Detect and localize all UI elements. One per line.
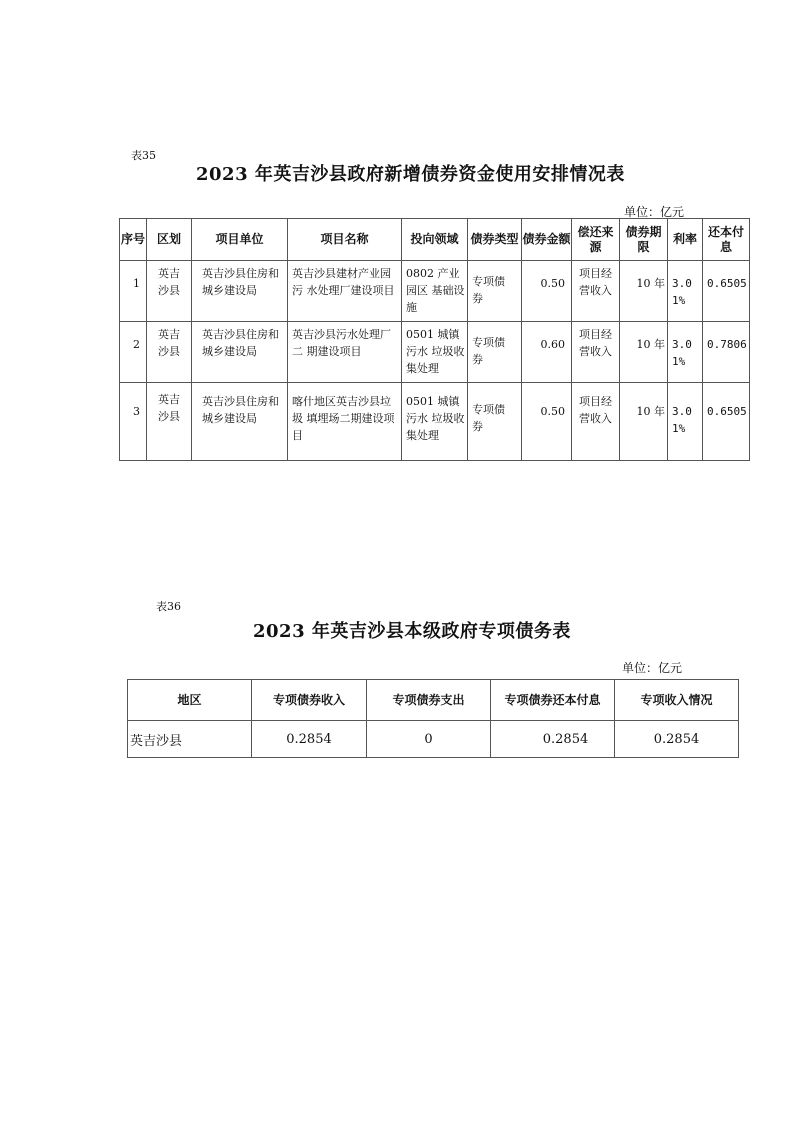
header-repay: 专项债券还本付息: [491, 680, 615, 721]
table35-title: 2023 年英吉沙县政府新增债券资金使用安排情况表: [196, 164, 625, 185]
table36-header-row: [128, 680, 739, 721]
header-region: 地区: [128, 680, 252, 721]
row-project: 英吉沙县污水处理厂二 期建设项目: [288, 322, 402, 383]
row-term: 10 年: [620, 261, 668, 322]
row-amount: 0.50: [522, 383, 572, 461]
row-type: 专项债券: [468, 383, 522, 461]
table36-label: 表36: [156, 600, 181, 613]
header-no: 序号: [120, 219, 147, 261]
header-term: 债券期限: [620, 219, 668, 261]
row-expense: 0: [367, 721, 491, 758]
header-project: 项目名称: [288, 219, 402, 261]
header-unit: 项目单位: [192, 219, 288, 261]
row-source: 项目经营收入: [572, 322, 620, 383]
table-row: [120, 322, 750, 383]
row-repay: 0.2854: [491, 721, 615, 758]
header-rate: 利率: [668, 219, 703, 261]
row-type: 专项债券: [468, 261, 522, 322]
row-status: 0.2854: [615, 721, 739, 758]
table36: [127, 679, 739, 758]
row-amount: 0.60: [522, 322, 572, 383]
row-repay: 0.6505: [703, 383, 750, 461]
row-repay: 0.6505: [703, 261, 750, 322]
row-region: 英吉沙县: [147, 383, 192, 461]
table35-unit: 单位：亿元: [624, 205, 685, 219]
header-status: 专项收入情况: [615, 680, 739, 721]
table35: [119, 218, 750, 461]
row-type: 专项债券: [468, 322, 522, 383]
row-term: 10 年: [620, 322, 668, 383]
row-term: 10 年: [620, 383, 668, 461]
row-unit: 英吉沙县住房和城乡建设局: [192, 261, 288, 322]
header-type: 债券类型: [468, 219, 522, 261]
header-expense: 专项债券支出: [367, 680, 491, 721]
table-row: [120, 261, 750, 322]
row-repay: 0.7806: [703, 322, 750, 383]
row-rate: 3.01%: [668, 383, 703, 461]
row-rate: 3.01%: [668, 261, 703, 322]
header-amount: 债券金额: [522, 219, 572, 261]
table36-title: 2023 年英吉沙县本级政府专项债务表: [253, 621, 571, 642]
row-field: 0802 产业园区 基础设施: [402, 261, 468, 322]
table36-unit: 单位：亿元: [622, 661, 683, 675]
row-source: 项目经营收入: [572, 261, 620, 322]
row-region: 英吉沙县: [147, 322, 192, 383]
table35-header-row: [120, 219, 750, 261]
header-income: 专项债券收入: [252, 680, 367, 721]
row-region: 英吉沙县: [147, 261, 192, 322]
table-row: [120, 383, 750, 461]
row-region: 英吉沙县: [128, 721, 252, 758]
row-source: 项目经营收入: [572, 383, 620, 461]
row-amount: 0.50: [522, 261, 572, 322]
row-field: 0501 城镇污水 垃圾收集处理: [402, 383, 468, 461]
row-field: 0501 城镇污水 垃圾收集处理: [402, 322, 468, 383]
row-unit: 英吉沙县住房和城乡建设局: [192, 383, 288, 461]
row-project: 喀什地区英吉沙县垃圾 填埋场二期建设项目: [288, 383, 402, 461]
header-region: 区划: [147, 219, 192, 261]
row-unit: 英吉沙县住房和城乡建设局: [192, 322, 288, 383]
header-repay: 还本付息: [703, 219, 750, 261]
header-source: 偿还来源: [572, 219, 620, 261]
row-no: 1: [120, 261, 147, 322]
row-no: 3: [120, 383, 147, 461]
table-row: [128, 721, 739, 758]
table35-label: 表35: [131, 149, 156, 162]
row-no: 2: [120, 322, 147, 383]
row-rate: 3.01%: [668, 322, 703, 383]
row-project: 英吉沙县建材产业园污 水处理厂建设项目: [288, 261, 402, 322]
row-income: 0.2854: [252, 721, 367, 758]
header-field: 投向领域: [402, 219, 468, 261]
